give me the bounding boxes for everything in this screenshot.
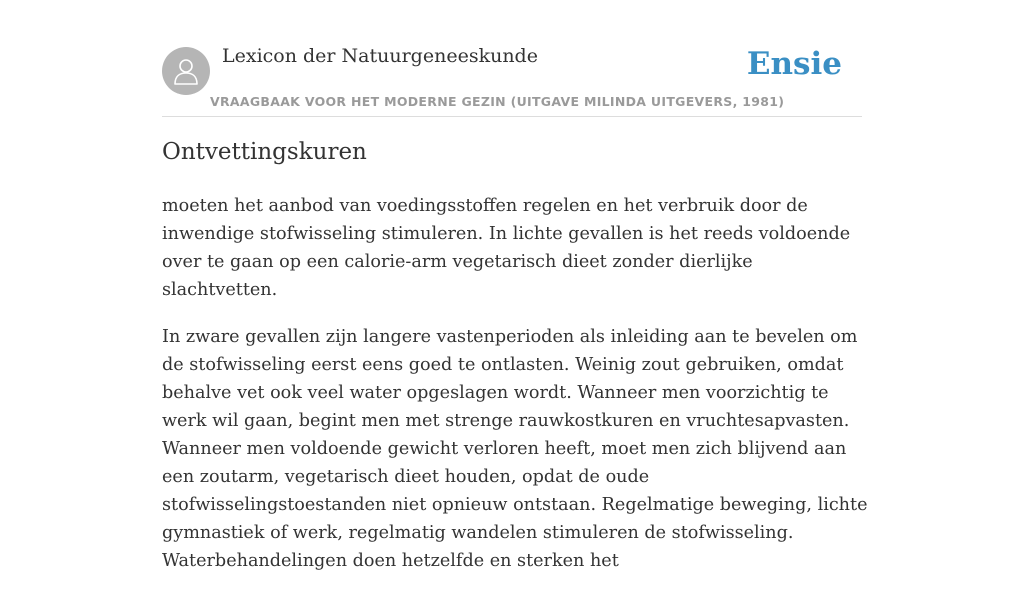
- source-avatar[interactable]: [162, 47, 210, 95]
- entry-title: Ontvettingskuren: [162, 139, 367, 165]
- source-title[interactable]: Lexicon der Natuurgeneeskunde: [222, 45, 538, 67]
- source-header: [162, 0, 862, 117]
- user-silhouette-icon: [172, 56, 200, 86]
- entry-body: [162, 192, 872, 594]
- source-subtitle: VRAAGBAAK VOOR HET MODERNE GEZIN (UITGAVE MILINDA UITGEVERS, 1981): [210, 94, 785, 109]
- entry-paragraph: In zware gevallen zijn langere vastenperioden als inleiding aan te bevelen om de stofwisseling eerst eens goed te ontlasten. Weinig zout gebruiken, omdat behalve vet ook veel water opgeslagen wordt. Wanneer men voorzichtig te werk wil gaan, begint men met strenge rauwkostkuren en vruchtesapvasten. Wanneer men voldoende gewicht verloren heeft, moet men zich blijvend aan een zoutarm, vegetarisch dieet houden, opdat de oude stofwisselingstoestanden niet opnieuw ontstaan. Regelmatige beweging, lichte gymnastiek of werk, regelmatig wandelen stimuleren de stofwisseling. Waterbehandelingen doen hetzelfde en sterken het: [162, 327, 868, 571]
- entry-paragraph: moeten het aanbod van voedingsstoffen regelen en het verbruik door de inwendige stofwisseling stimuleren. In lichte gevallen is het reeds voldoende over te gaan op een calorie-arm vegetarisch dieet zonder dierlijke slachtvetten.: [162, 196, 851, 300]
- ensie-logo[interactable]: Ensie: [746, 46, 842, 82]
- page-container: [162, 0, 868, 571]
